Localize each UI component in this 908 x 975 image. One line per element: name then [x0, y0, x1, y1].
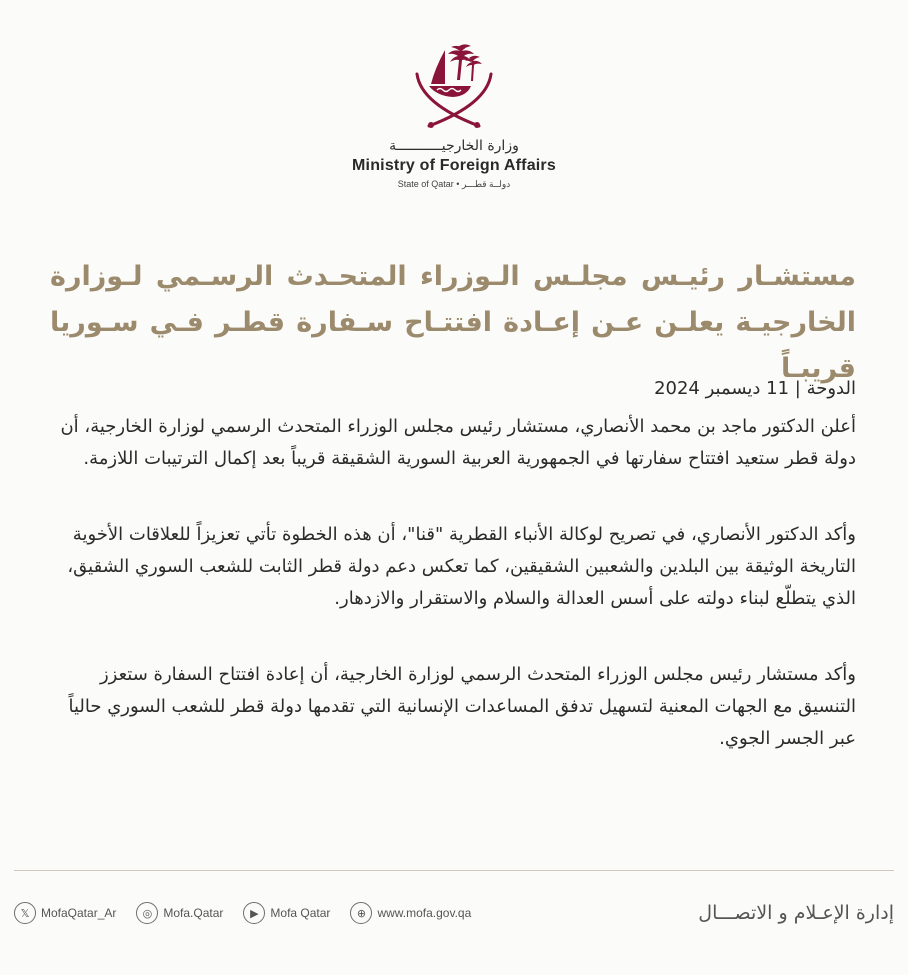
- social-instagram-label: Mofa.Qatar: [163, 906, 224, 920]
- footer-divider: [14, 870, 894, 871]
- youtube-icon: ▶: [243, 902, 265, 924]
- headline-line-1: مستشـار رئيـس مجلـس الـوزراء المتحـدث الرسـمي لـوزارة: [50, 261, 856, 292]
- x-icon: 𝕏: [14, 902, 36, 924]
- logo-english-name: Ministry of Foreign Affairs: [352, 157, 556, 174]
- social-youtube[interactable]: [243, 902, 330, 924]
- department-name: إدارة الإعـلام و الاتصـــال: [698, 902, 894, 924]
- social-links: [14, 902, 471, 924]
- social-instagram[interactable]: [136, 902, 223, 924]
- globe-icon: ⊕: [350, 902, 372, 924]
- social-website-label: www.mofa.gov.qa: [377, 906, 472, 920]
- ministry-logo: [0, 40, 908, 190]
- dateline: الدوحة | 11 ديسمبر 2024: [654, 378, 856, 399]
- logo-state-name: State of Qatar • دولــة قطـــر: [397, 179, 511, 189]
- qatar-emblem-icon: [409, 40, 499, 132]
- paragraph-3: وأكد مستشار رئيس مجلس الوزراء المتحدث الرسمي لوزارة الخارجية، أن إعادة افتتاح السفارة ستعزز التنسيق مع الجهات المعنية لتسهيل تدفق المساعدات الإنسانية التي تقدمها دولة قطر للشعب السوري حالياً عبر الجسر الجوي.: [68, 664, 856, 749]
- social-x[interactable]: [14, 902, 116, 924]
- footer: [14, 896, 894, 930]
- headline-line-2: الخارجيـة يعلـن عـن إعـادة افتتـاح سـفارة قطـر فـي سـوريا قريبـاً: [50, 307, 856, 384]
- social-youtube-label: Mofa Qatar: [270, 906, 331, 920]
- logo-arabic-name: وزارة الخارجيـــــــــــة: [389, 138, 519, 154]
- instagram-icon: ◎: [136, 902, 158, 924]
- paragraph-2: وأكد الدكتور الأنصاري، في تصريح لوكالة الأنباء القطرية "قنا"، أن هذه الخطوة تأتي تعزيزاً للعلاقات الأخوية التاريخة الوثيقة بين البلدين والشعبين الشقيقين، كما تعكس دعم دولة قطر الثابت للشعب السوري الشقيق، الذي يتطلّع لبناء دولته على أسس العدالة والسلام والاستقرار والازدهار.: [67, 524, 856, 609]
- paragraph-1: أعلن الدكتور ماجد بن محمد الأنصاري، مستشار رئيس مجلس الوزراء المتحدث الرسمي لوزارة الخارجية، أن دولة قطر ستعيد افتتاح سفارتها في الجمهورية العربية السورية الشقيقة قريباً بعد إكمال الترتيبات اللازمة.: [60, 416, 856, 469]
- press-release-body: [52, 375, 856, 799]
- press-release-headline: [50, 254, 856, 392]
- social-x-label: MofaQatar_Ar: [41, 906, 117, 920]
- social-website[interactable]: [350, 902, 471, 924]
